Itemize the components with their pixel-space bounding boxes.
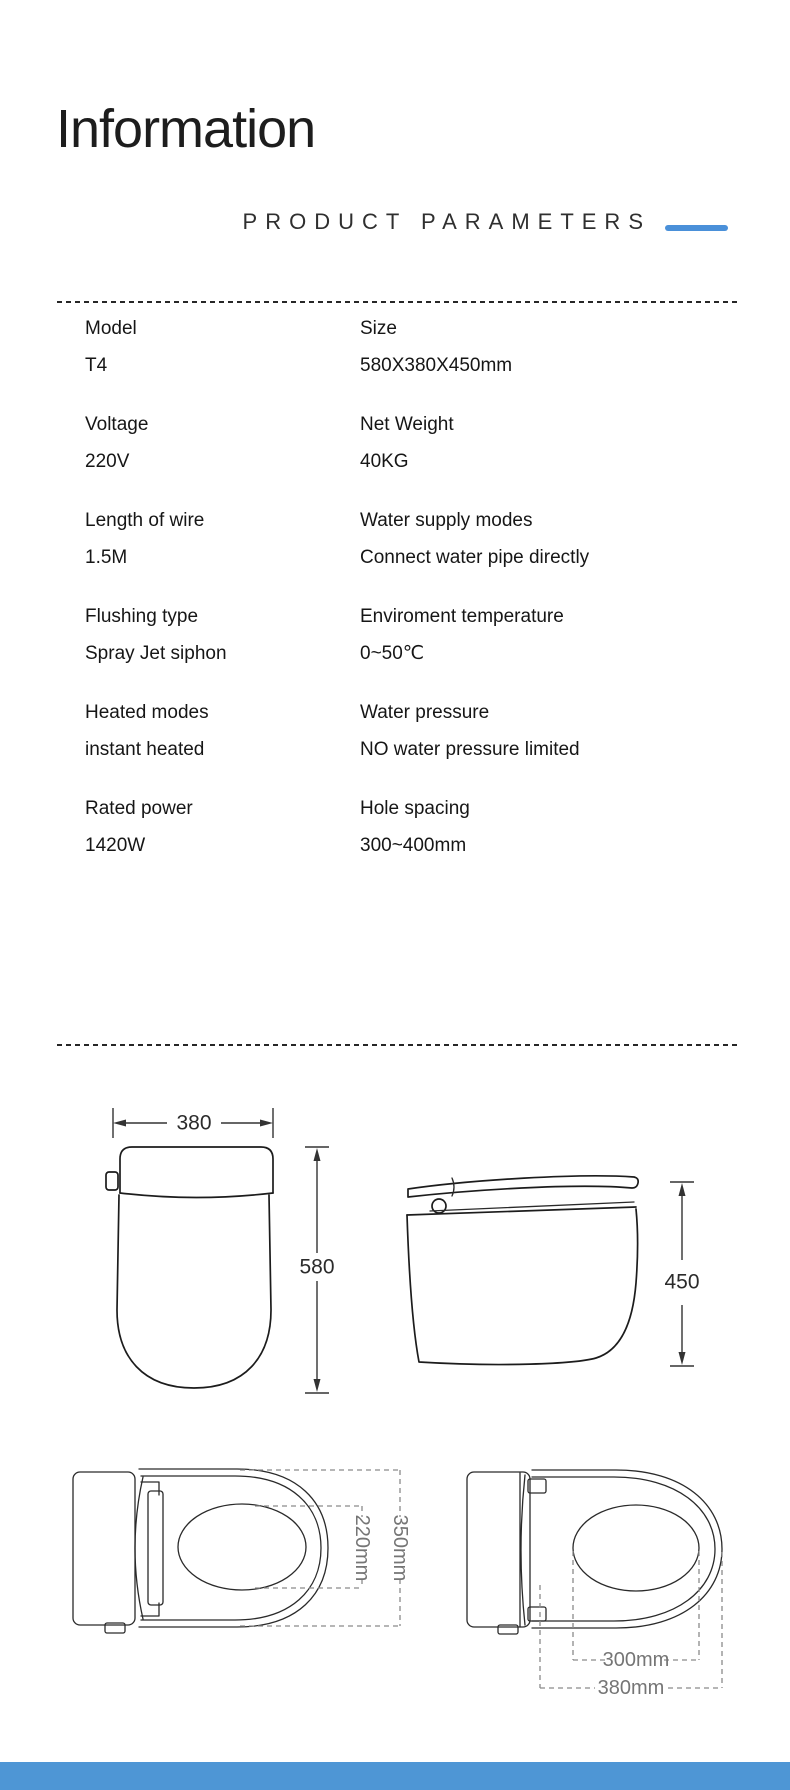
spec-flushing-type: [85, 606, 360, 702]
dim-label-body-width: 350mm: [389, 1514, 411, 1582]
spec-label: Hole spacing: [360, 798, 470, 819]
dim-label-height: 450: [664, 1270, 700, 1294]
hinge-brackets: [141, 1482, 159, 1616]
spec-label: Water pressure: [360, 702, 490, 723]
subtitle: PRODUCT PARAMETERS: [242, 209, 651, 234]
bowl-opening: [573, 1505, 699, 1591]
dim-300: [573, 1551, 699, 1671]
tank-outline: [73, 1472, 135, 1625]
dashed-divider-top: [57, 301, 738, 303]
spec-model: [85, 318, 360, 414]
dim-label-width: 380: [176, 1111, 212, 1135]
spec-wire-length: [85, 510, 360, 606]
dim-label-depth: 580: [299, 1255, 335, 1279]
spec-value: 1.5M: [85, 547, 128, 568]
body-outline: [117, 1195, 271, 1388]
spec-voltage: [85, 414, 360, 510]
side-button: [106, 1172, 118, 1190]
spec-label: Enviroment temperature: [360, 606, 564, 627]
open-lid-edge: [135, 1477, 143, 1619]
spec-label: Size: [360, 318, 397, 339]
spec-value: T4: [85, 355, 108, 376]
spec-label: Heated modes: [85, 702, 209, 723]
dim-380-seat: [540, 1552, 722, 1699]
dim-label-seat-width: 380mm: [597, 1677, 665, 1699]
spec-value: instant heated: [85, 739, 205, 760]
spec-value: 40KG: [360, 451, 409, 472]
open-top-view-drawing: [55, 1455, 415, 1655]
subtitle-row: [243, 211, 728, 233]
lid-outline: [120, 1147, 273, 1193]
dim-450: [664, 1182, 699, 1366]
spec-grid: [85, 318, 738, 894]
spec-value: 580X380X450mm: [360, 355, 513, 376]
closed-top-view-drawing: [440, 1455, 740, 1725]
page-title: Information: [56, 99, 316, 159]
dim-380: [113, 1108, 273, 1138]
spec-rated-power: [85, 798, 360, 894]
spec-value: 0~50℃: [360, 643, 425, 664]
side-view-drawing: [400, 1165, 700, 1380]
hinge-cap-top: [528, 1479, 546, 1493]
seat-outer: [139, 1469, 328, 1627]
spec-value: Connect water pipe directly: [360, 547, 590, 568]
spec-net-weight: [360, 414, 738, 510]
footer-accent-bar: [0, 1762, 790, 1790]
spec-heated-modes: [85, 702, 360, 798]
spec-hole-spacing: [360, 798, 738, 894]
spec-value: 300~400mm: [360, 835, 467, 856]
spec-label: Net Weight: [360, 414, 454, 435]
body-outline: [407, 1209, 638, 1365]
spec-label: Water supply modes: [360, 510, 533, 531]
spec-water-supply: [360, 510, 738, 606]
dim-220: [255, 1506, 373, 1588]
hinge-cap-bottom: [528, 1607, 546, 1621]
spec-value: NO water pressure limited: [360, 739, 580, 760]
dim-label-bowl-width: 300mm: [602, 1649, 670, 1671]
dashed-divider-bottom: [57, 1044, 738, 1046]
lid-outline: [408, 1176, 638, 1197]
spec-water-pressure: [360, 702, 738, 798]
hinge-bar: [520, 1473, 525, 1627]
spec-label: Model: [85, 318, 137, 339]
spec-value: 220V: [85, 451, 130, 472]
dim-580: [299, 1147, 334, 1393]
spec-value: 1420W: [85, 835, 146, 856]
seat-edge-line: [430, 1202, 634, 1211]
seat-inner: [141, 1476, 321, 1620]
tank-foot: [498, 1625, 518, 1634]
spec-value: Spray Jet siphon: [85, 643, 227, 664]
spec-size: [360, 318, 738, 414]
top-view-drawing: [55, 1085, 340, 1400]
accent-dash: [665, 225, 728, 231]
spec-label: Rated power: [85, 798, 193, 819]
dim-label-seat-width: 220mm: [351, 1514, 373, 1582]
seat-inner: [532, 1477, 715, 1621]
spec-label: Length of wire: [85, 510, 205, 531]
spec-label: Voltage: [85, 414, 149, 435]
dim-350: [240, 1470, 411, 1626]
lid-plate: [148, 1491, 163, 1605]
spec-environment-temp: [360, 606, 738, 702]
spec-label: Flushing type: [85, 606, 199, 627]
seat-outer: [532, 1470, 722, 1628]
lid-seam: [120, 1193, 273, 1198]
bowl-opening: [178, 1504, 306, 1590]
